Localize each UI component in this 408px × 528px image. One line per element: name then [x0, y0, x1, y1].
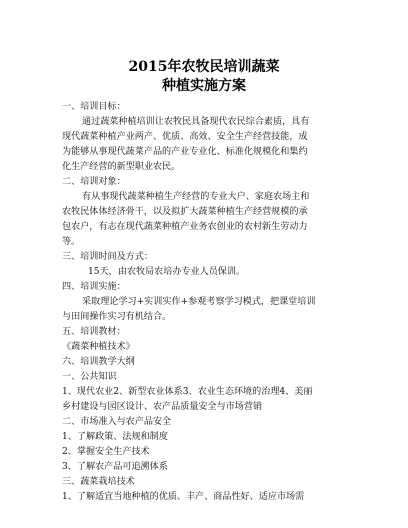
paragraph-line: 有从事现代蔬菜种植生产经营的专业大户、家庭农场主和 [82, 192, 310, 202]
heading-training-target: 二、培训对象： [62, 177, 126, 187]
paragraph-line: 与田间操作实习有机结合。 [62, 312, 172, 322]
heading-training-goal: 一、培训目标： [62, 102, 126, 112]
list-line: 1、现代农业2、新型农业体系3、农业生态环境的治理4、美丽 [62, 387, 313, 397]
paragraph-line: 化生产经营的新型职业农民。 [62, 162, 181, 172]
paragraph-line: 为能够从事现代蔬菜产品的产业专业化、标准化规模化和集约 [62, 147, 308, 157]
heading-training-implementation: 四、培训实施： [62, 282, 126, 292]
paragraph-line: 15天，由农牧局农培办专业人员保训。 [88, 267, 246, 277]
list-line: 1、了解政策、法规和制度 [62, 432, 168, 442]
paragraph-line: 通过蔬菜种植培训让农牧民具备现代农民综合素质，具有 [82, 117, 310, 127]
list-line: 3、了解农产品可追溯体系 [62, 462, 168, 472]
subheading-cultivation-tech: 三、蔬菜栽培技术 [62, 477, 135, 487]
subheading-public-knowledge: 一、公共知识 [62, 372, 117, 382]
list-line: 1、了解适宜当地种植的优质、丰产、商品性好、适应市场需 [62, 492, 305, 502]
list-line: 2、掌握安全生产技术 [62, 447, 150, 457]
doc-body [62, 100, 352, 505]
list-line: 乡村建设与园区设计、农产品质量安全与市场营销 [62, 402, 263, 412]
doc-title-line1: 2015年农牧民培训蔬菜 [128, 59, 280, 75]
textbook-name: 《蔬菜种植技术》 [62, 342, 135, 352]
paragraph-line: 采取理论学习+实训实作+参观考察学习模式，把课堂培训 [82, 297, 316, 307]
heading-training-materials: 五、培训教材： [62, 327, 126, 337]
paragraph-line: 现代蔬菜种植产业两产、优质、高效、安全生产经营技能，成 [62, 132, 308, 142]
heading-syllabus: 六、培训教学大纲 [62, 357, 135, 367]
paragraph-line: 农牧民体体经济骨干，以及拟扩大蔬菜种植生产经营规模的承 [62, 207, 308, 217]
doc-title-line2: 种植实施方案 [162, 78, 246, 94]
paragraph-line: 包农户，有志在现代蔬菜种植产业务农创业的农村新生劳动力 [62, 222, 308, 232]
subheading-market-access: 二、市场准入与农产品安全 [62, 417, 172, 427]
paragraph-line: 等。 [62, 237, 81, 247]
heading-training-time: 三、培训时间及方式： [62, 252, 153, 262]
